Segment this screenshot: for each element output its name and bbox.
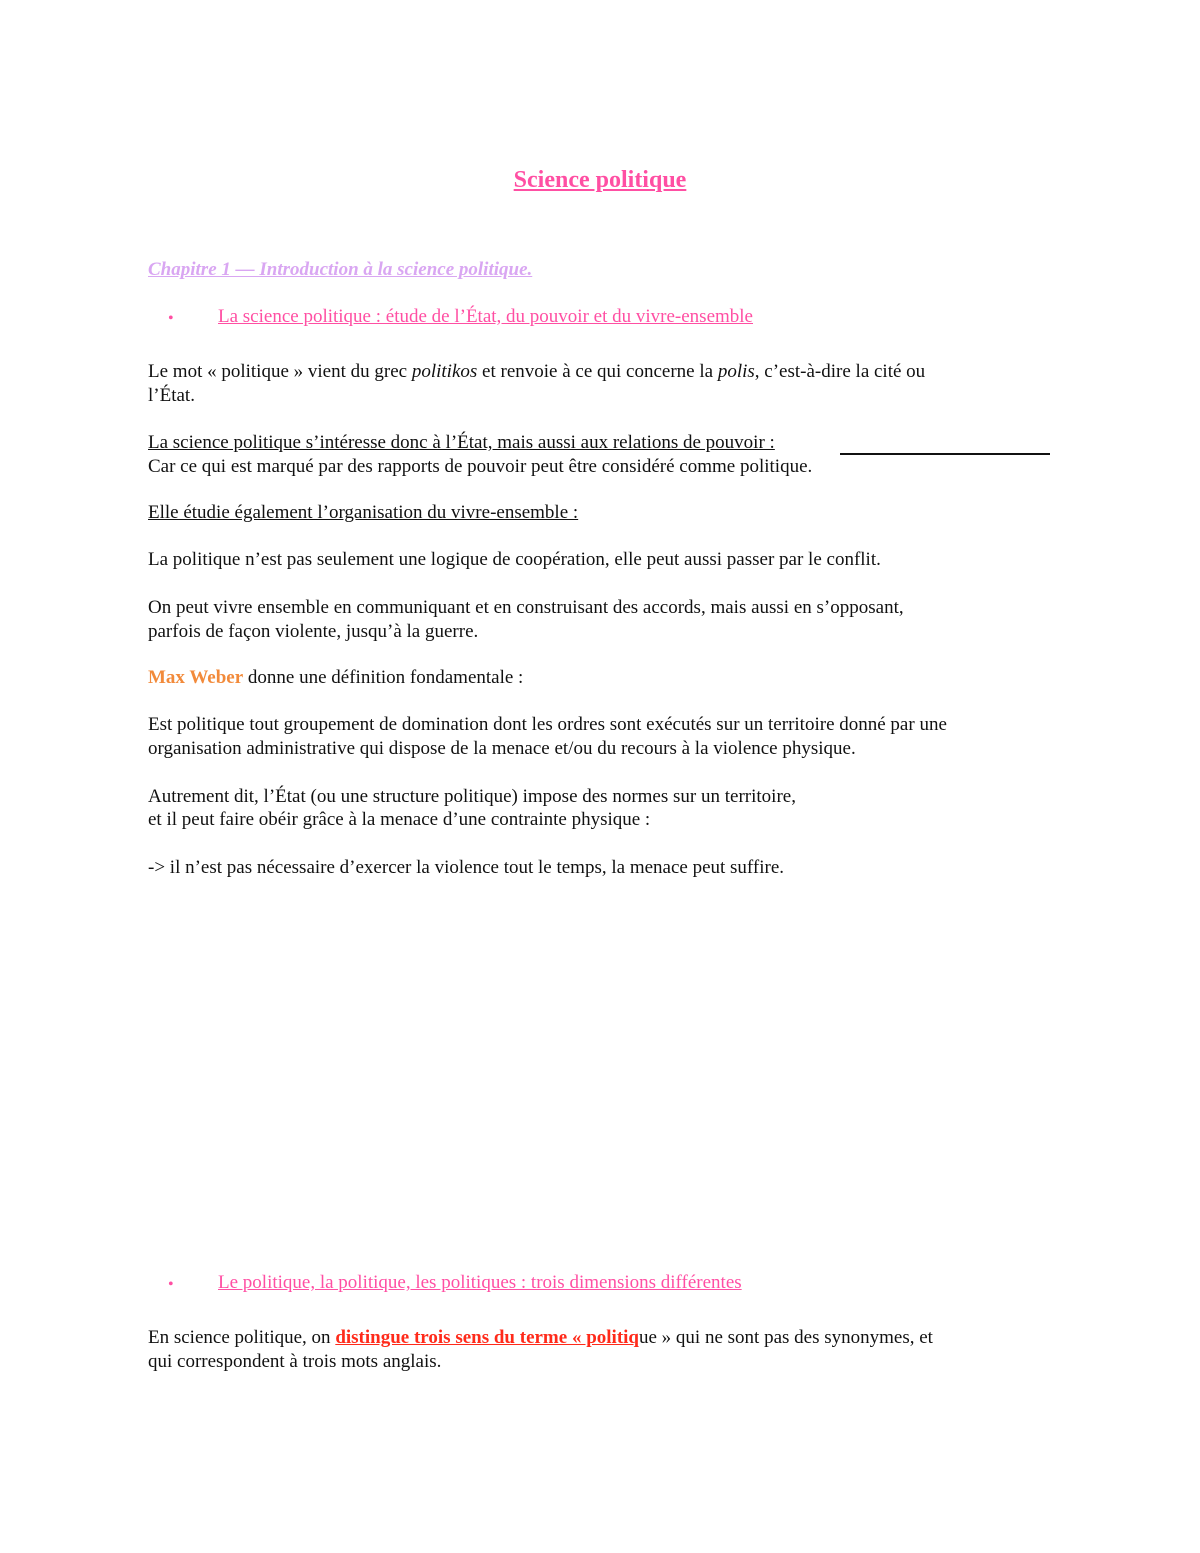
paragraph-5-line-2: parfois de façon violente, jusqu’à la guerre. [148,621,479,642]
paragraph-1-line-2: l’État. [148,385,195,406]
section-heading-1: La science politique : étude de l’État, du pouvoir et du vivre-ensemble [218,306,753,327]
paragraph-3: Elle étudie également l’organisation du vivre-ensemble : [148,502,579,523]
chapter-heading: Chapitre 1 — Introduction à la science politique. [148,259,533,280]
paragraph-10-line-2: qui correspondent à trois mots anglais. [148,1351,442,1372]
document-title: Science politique [513,167,687,193]
paragraph-7-line-2: organisation administrative qui dispose de la menace et/ou du recours à la violence physique. [148,738,856,759]
paragraph-8-line-2: et il peut faire obéir grâce à la menace d’une contrainte physique : [148,809,651,830]
emphasis-text: distingue trois sens du terme « politiq [335,1327,639,1348]
underline-rule [840,453,1050,455]
paragraph-6: Max Weber donne une définition fondamentale : [148,667,524,688]
paragraph-10-line-1: En science politique, on distingue trois sens du terme « politique » qui ne sont pas des synonymes, et [148,1327,933,1348]
author-name: Max Weber [148,667,244,688]
paragraph-5-line-1: On peut vivre ensemble en communiquant et en construisant des accords, mais aussi en s’opposant, [148,597,904,618]
bullet-icon: • [168,310,174,327]
paragraph-2-line-2: Car ce qui est marqué par des rapports de pouvoir peut être considéré comme politique. [148,456,813,477]
paragraph-7-line-1: Est politique tout groupement de domination dont les ordres sont exécutés sur un territoire donné par une [148,714,947,735]
paragraph-4: La politique n’est pas seulement une logique de coopération, elle peut aussi passer par le conflit. [148,549,881,570]
paragraph-9: -> il n’est pas nécessaire d’exercer la violence tout le temps, la menace peut suffire. [148,857,785,878]
paragraph-1-line-1: Le mot « politique » vient du grec politikos et renvoie à ce qui concerne la polis, c’est-à-dire la cité ou [148,361,926,382]
section-heading-2: Le politique, la politique, les politiques : trois dimensions différentes [218,1272,742,1293]
bullet-icon: • [168,1276,174,1293]
paragraph-8-line-1: Autrement dit, l’État (ou une structure politique) impose des normes sur un territoire, [148,786,796,807]
paragraph-2-line-1: La science politique s’intéresse donc à l’État, mais aussi aux relations de pouvoir : [148,432,775,453]
